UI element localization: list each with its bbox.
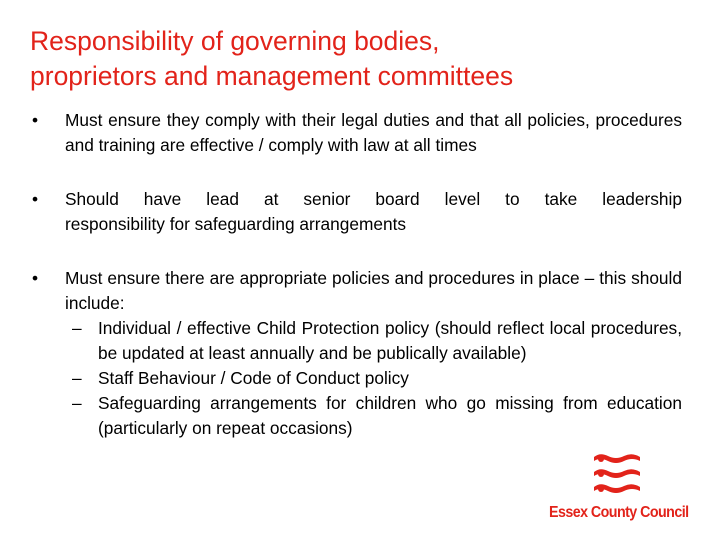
seax-notch-3 — [598, 486, 604, 492]
bullet-item-leadership — [30, 187, 682, 237]
slide-title — [30, 24, 690, 94]
bullet-item-legal-duties — [30, 108, 682, 158]
slide-title-line-1: Responsibility of governing bodies, — [30, 26, 440, 56]
sub-bullet-text: Safeguarding arrangements for children who go missing from education (particularly on repeat occasions) — [98, 393, 682, 438]
seax-notch-1 — [598, 456, 604, 462]
bullet-list — [30, 108, 682, 441]
sub-bullet-child-protection — [30, 316, 682, 366]
bullet-item-policies — [30, 266, 682, 441]
sub-bullet-missing-children — [30, 391, 682, 441]
slide-title-line-2: proprietors and management committees — [30, 61, 514, 91]
sub-bullet-list — [65, 316, 682, 441]
bullet-text: Must ensure there are appropriate policies and procedures in place – this should include: — [65, 268, 682, 313]
sub-bullet-text: Staff Behaviour / Code of Conduct policy — [98, 368, 409, 388]
sub-bullet-text: Individual / effective Child Protection policy (should reflect local procedures, be updated at least annually and be publically available) — [98, 318, 682, 363]
sub-bullet-staff-behaviour — [30, 366, 682, 391]
seax-notch-2 — [598, 471, 604, 477]
bullet-text-line-2: responsibility for safeguarding arrangements — [65, 214, 407, 234]
essex-county-council-logo-text: Essex County Council — [549, 504, 689, 521]
bullet-text: Must ensure they comply with their legal duties and that all policies, procedures and training are effective / comply with law at all times — [65, 110, 682, 155]
bullet-text-line-1: • Should have lead at senior board level to take leadership — [65, 189, 682, 209]
